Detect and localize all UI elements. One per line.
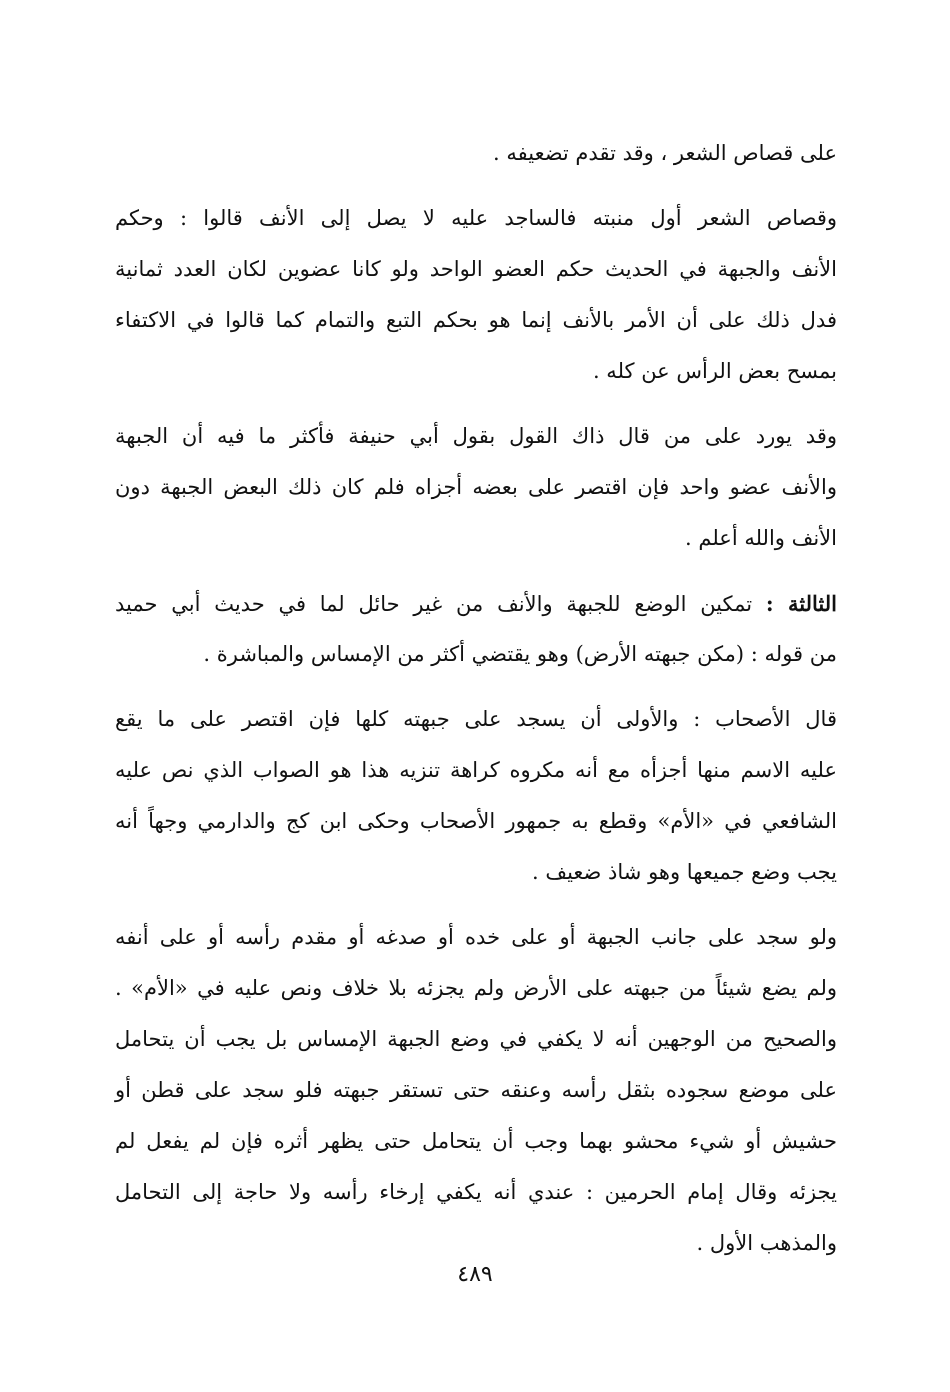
text-line: بمسح بعض الرأس عن كله . bbox=[592, 359, 837, 383]
text-line: وقصاص الشعر أول منبته فالساجد عليه لا يصل إلى الأنف قالوا : وحكم bbox=[115, 206, 837, 230]
section-lead: الثالثة : bbox=[765, 591, 837, 616]
page-body bbox=[115, 128, 837, 1269]
paragraph-2 bbox=[115, 193, 837, 397]
text-line: الأنف والله أعلم . bbox=[685, 526, 837, 550]
text-line: يجزئه وقال إمام الحرمين : عندي أنه يكفي إرخاء رأسه ولا حاجة إلى التحامل bbox=[115, 1180, 837, 1204]
text-line: ولو سجد على جانب الجبهة أو على خده أو صدغه أو مقدم رأسه أو على أنفه bbox=[115, 925, 837, 949]
text-line: عليه الاسم منها أجزأه مع أنه مكروه كراهة تنزيه هذا هو الصواب الذي نص عليه bbox=[115, 758, 837, 782]
text-fragment: تمكين الوضع للجبهة والأنف من غير حائل لما في حديث أبي حميد bbox=[115, 592, 766, 616]
paragraph-3 bbox=[115, 411, 837, 564]
text-line: والأنف عضو واحد فإن اقتصر على بعضه أجزاه فلم كان ذلك البعض الجبهة دون bbox=[115, 475, 837, 499]
paragraph-1 bbox=[115, 128, 837, 179]
page-number: ٤٨٩ bbox=[457, 1262, 493, 1287]
text-line: على قصاص الشعر ، وقد تقدم تضعيفه . bbox=[493, 141, 837, 165]
text-line: والمذهب الأول . bbox=[696, 1231, 837, 1255]
text-line: ولم يضع شيئاً من جبهته على الأرض ولم يجزئه بلا خلاف ونص عليه في «الأم» . bbox=[115, 976, 837, 1000]
text-line: والصحيح من الوجهين أنه لا يكفي في وضع الجبهة الإمساس بل يجب أن يتحامل bbox=[115, 1027, 837, 1051]
text-line: على موضع سجوده بثقل رأسه وعنقه حتى تستقر جبهته فلو سجد على قطن أو bbox=[115, 1078, 837, 1102]
text-line bbox=[115, 578, 837, 629]
text-line: قال الأصحاب : والأولى أن يسجد على جبهته كلها فإن اقتصر على ما يقع bbox=[115, 707, 837, 731]
text-line: الشافعي في «الأم» وقطع به جمهور الأصحاب وحكى ابن كج والدارمي وجهاً أنه bbox=[115, 809, 837, 833]
text-line: فدل ذلك على أن الأمر بالأنف إنما هو بحكم التبع والتمام كما قالوا في الاكتفاء bbox=[115, 308, 837, 332]
text-line: من قوله : (مكن جبهته الأرض) وهو يقتضي أكثر من الإمساس والمباشرة . bbox=[203, 642, 837, 666]
paragraph-4 bbox=[115, 578, 837, 680]
text-line: يجب وضع جميعها وهو شاذ ضعيف . bbox=[531, 860, 837, 884]
paragraph-5 bbox=[115, 694, 837, 898]
text-line: حشيش أو شيء محشو بهما وجب أن يتحامل حتى يظهر أثره فإن لم يفعل لم bbox=[115, 1129, 837, 1153]
text-line: الأنف والجبهة في الحديث حكم العضو الواحد ولو كانا عضوين لكان العدد ثمانية bbox=[115, 257, 837, 281]
text-line: وقد يورد على من قال ذاك القول بقول أبي حنيفة فأكثر ما فيه أن الجبهة bbox=[115, 424, 837, 448]
paragraph-6 bbox=[115, 912, 837, 1269]
